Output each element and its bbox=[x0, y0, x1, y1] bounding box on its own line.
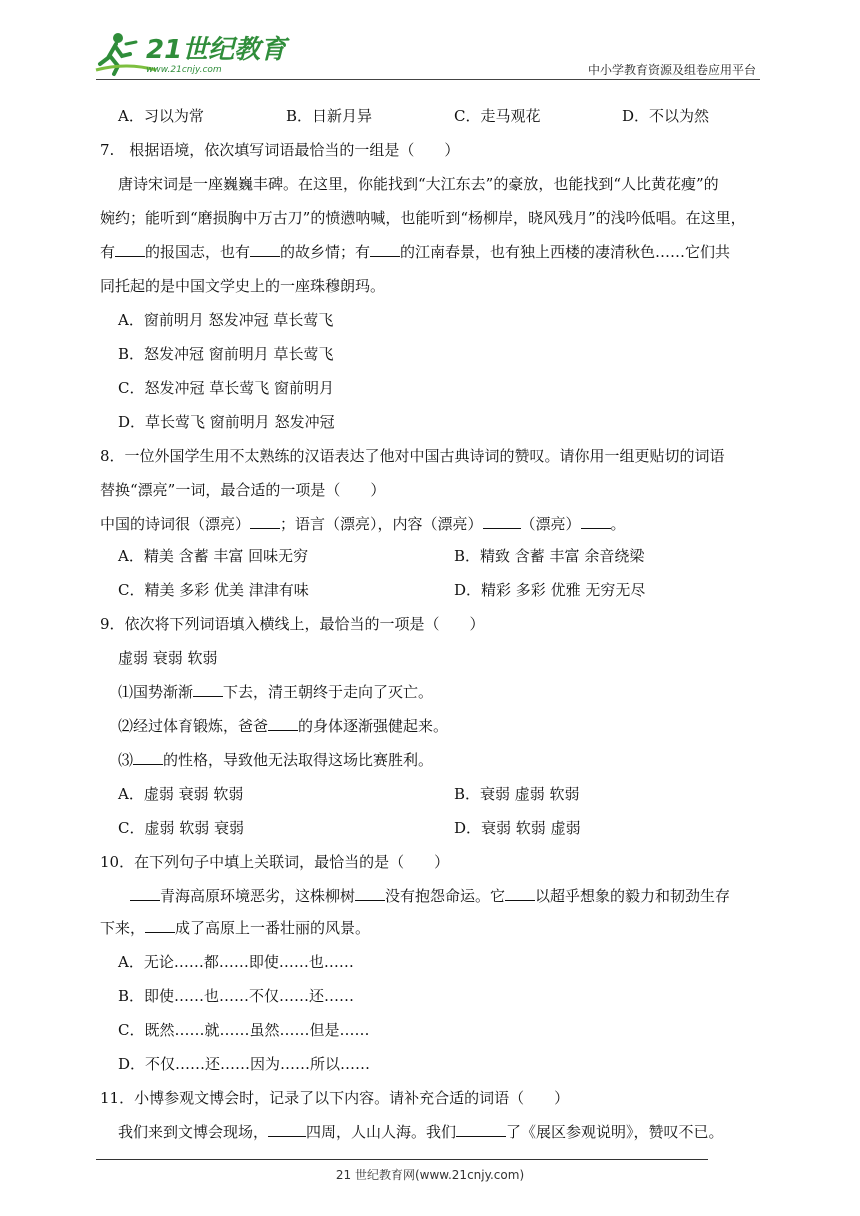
q9-option-c: C．虚弱 软弱 衰弱 bbox=[118, 819, 245, 837]
q8-stem-line-2: 替换“漂亮”一词，最合适的一项是（ ） bbox=[100, 481, 386, 499]
q8-option-b: B．精致 含蓄 丰富 余音绕梁 bbox=[454, 547, 645, 565]
q10-passage-line-2: 下来， 成了高原上一番壮丽的风景。 bbox=[100, 919, 371, 937]
q6-option-c: C．走马观花 bbox=[454, 107, 541, 125]
q8-option-c: C．精美 多彩 优美 津津有味 bbox=[118, 581, 309, 599]
blank bbox=[250, 242, 280, 257]
q9-option-d: D．衰弱 软弱 虚弱 bbox=[454, 819, 581, 837]
q6-option-b: B．日新月异 bbox=[286, 107, 373, 125]
q7-passage-line-4: 同托起的是中国文学史上的一座珠穆朗玛。 bbox=[100, 277, 386, 295]
q8-option-a: A．精美 含蓄 丰富 回味无穷 bbox=[118, 547, 309, 565]
q9-stem: 9．依次将下列词语填入横线上，最恰当的一项是（ ） bbox=[100, 615, 485, 633]
blank bbox=[505, 886, 535, 901]
q8-sentence: 中国的诗词很（漂亮） ；语言（漂亮），内容（漂亮） （漂亮） 。 bbox=[100, 515, 626, 533]
blank bbox=[355, 886, 385, 901]
footer-rule bbox=[96, 1159, 708, 1160]
q7-option-b: B．怒发冲冠 窗前明月 草长莺飞 bbox=[118, 345, 334, 363]
blank bbox=[145, 918, 175, 933]
blank bbox=[133, 750, 163, 765]
q7-option-d: D．草长莺飞 窗前明月 怒发冲冠 bbox=[118, 413, 335, 431]
q9-sentence-3: ⑶ 的性格，导致他无法取得这场比赛胜利。 bbox=[118, 751, 434, 769]
q9-sentence-1: ⑴国势渐渐 下去，清王朝终于走向了灭亡。 bbox=[118, 683, 434, 701]
q7-passage-line-2: 婉约；能听到“磨损胸中万古刀”的愤懑呐喊，也能听到“杨柳岸，晓风残月”的浅吟低唱。在这里， bbox=[100, 209, 746, 227]
q8-stem-line-1: 8．一位外国学生用不太熟练的汉语表达了他对中国古典诗词的赞叹。请你用一组更贴切的词语 bbox=[100, 447, 725, 465]
blank bbox=[268, 716, 298, 731]
blank bbox=[268, 1122, 306, 1137]
q8-option-d: D．精彩 多彩 优雅 无穷无尽 bbox=[454, 581, 646, 599]
blank bbox=[250, 514, 280, 529]
page-footer: 21 世纪教育网(www.21cnjy.com) bbox=[335, 1168, 525, 1182]
q9-word-list: 虚弱 衰弱 软弱 bbox=[118, 649, 218, 667]
q9-option-a: A．虚弱 衰弱 软弱 bbox=[118, 785, 244, 803]
blank bbox=[581, 514, 611, 529]
svg-text:21世纪教育: 21世纪教育 bbox=[146, 35, 287, 65]
q7-passage-line-3: 有 的报国志，也有 的故乡情；有 的江南春景，也有独上西楼的凄清秋色……它们共 bbox=[100, 243, 731, 261]
q10-option-c: C．既然……就……虽然……但是…… bbox=[118, 1021, 370, 1039]
q7-passage-line-1: 唐诗宋词是一座巍巍丰碑。在这里，你能找到“大江东去”的豪放，也能找到“人比黄花瘦”的 bbox=[118, 175, 719, 193]
logo bbox=[96, 30, 287, 78]
q9-sentence-2: ⑵经过体育锻炼，爸爸 的身体逐渐强健起来。 bbox=[118, 717, 449, 735]
q10-option-a: A．无论……都……即使……也…… bbox=[118, 953, 354, 971]
blank bbox=[456, 1122, 506, 1137]
blank bbox=[193, 682, 223, 697]
q10-option-b: B．即使……也……不仅……还…… bbox=[118, 987, 355, 1005]
blank bbox=[130, 886, 160, 901]
svg-text:www.21cnjy.com: www.21cnjy.com bbox=[146, 65, 222, 75]
q11-stem: 11．小博参观文博会时，记录了以下内容。请补充合适的词语（ ） bbox=[100, 1089, 570, 1107]
q7-option-c: C．怒发冲冠 草长莺飞 窗前明月 bbox=[118, 379, 335, 397]
blank bbox=[370, 242, 400, 257]
q10-passage-line-1: 青海高原环境恶劣，这株柳树 没有抱怨命运。它 以超乎想象的毅力和韧劲生存 bbox=[130, 886, 730, 906]
q10-stem: 10．在下列句子中填上关联词，最恰当的是（ ） bbox=[100, 853, 450, 871]
blank bbox=[115, 242, 145, 257]
page-header bbox=[96, 30, 760, 80]
q7-stem: 7. 根据语境，依次填写词语最恰当的一组是（ ） bbox=[100, 141, 460, 159]
q10-option-d: D．不仅……还……因为……所以…… bbox=[118, 1055, 371, 1073]
header-rule bbox=[96, 79, 760, 80]
platform-name: 中小学教育资源及组卷应用平台 bbox=[587, 63, 756, 77]
q6-option-a: A．习以为常 bbox=[118, 107, 204, 125]
blank bbox=[483, 514, 521, 529]
q11-sentence: 我们来到文博会现场， 四周，人山人海。我们 了《展区参观说明》，赞叹不已。 bbox=[118, 1123, 724, 1141]
q7-option-a: A．窗前明月 怒发冲冠 草长莺飞 bbox=[118, 311, 334, 329]
q6-option-d: D．不以为然 bbox=[622, 107, 710, 125]
q9-option-b: B．衰弱 虚弱 软弱 bbox=[454, 785, 580, 803]
